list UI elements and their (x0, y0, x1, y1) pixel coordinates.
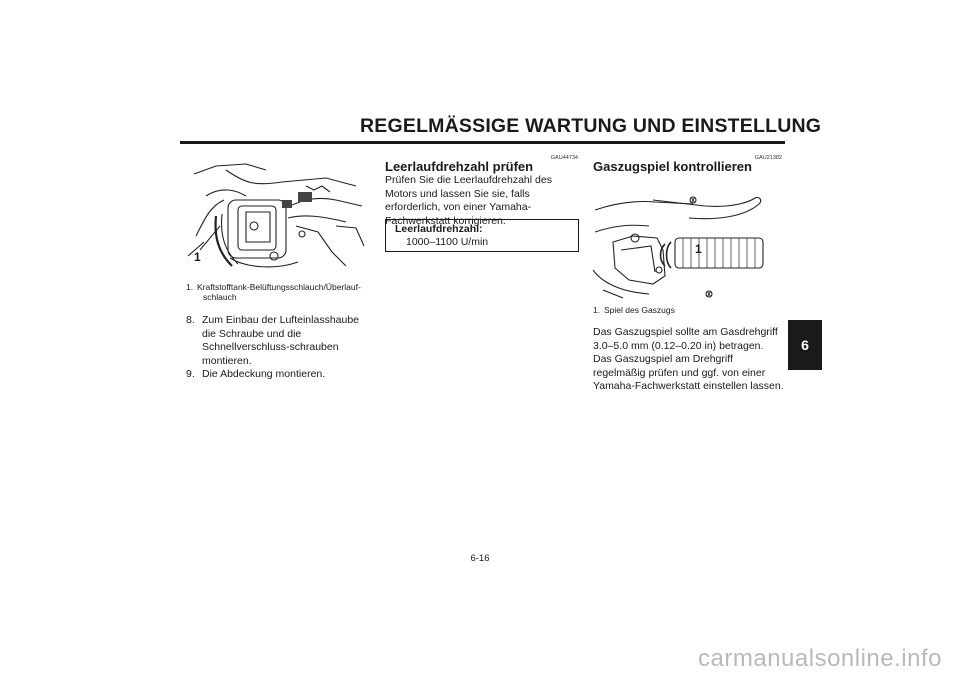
section-code: GAU44734 (550, 155, 578, 161)
section-paragraph: Prüfen Sie die Leerlaufdrehzahl des Motors und lassen Sie sie, falls erforderlich, von einer Yamaha-Fachwerkstatt korrigieren. (385, 174, 552, 227)
spec-label: Leerlaufdrehzahl: (395, 223, 483, 235)
step-number: 9. (186, 368, 195, 380)
page-number: 6-16 (470, 553, 490, 564)
section-heading: Leerlaufdrehzahl prüfen (385, 159, 534, 174)
section-code: GAU21382 (754, 155, 782, 161)
chapter-tab (788, 320, 822, 370)
caption-text: Spiel des Gaszugs (604, 305, 675, 315)
step-number: 8. (186, 314, 195, 326)
figure-callout: 1 (695, 242, 702, 256)
idle-speed-spec-box (385, 219, 579, 252)
caption-number: 1. (593, 305, 601, 315)
step-item (186, 314, 371, 368)
figure-caption (186, 282, 376, 302)
section-paragraph: Das Gaszugspiel sollte am Gasdrehgriff 3.0–5.0 mm (0.12–0.20 in) betragen. Das Gaszugspiel am Drehgriff regelmäßig prüfen und ggf. von einer Yamaha-Fachwerkstatt einstellen lassen. (593, 326, 784, 392)
fuel-tank-hose-illustration (186, 156, 372, 276)
step-item (186, 368, 371, 382)
step-text: Zum Einbau der Lufteinlasshaube die Schraube und die Schnellverschluss-schrauben montieren. (202, 314, 360, 367)
caption-text-continued: schlauch (203, 292, 237, 302)
throttle-grip-illustration (593, 180, 783, 302)
section-heading: Gaszugspiel kontrollieren (593, 159, 752, 174)
throttle-grip-figure (593, 180, 783, 302)
caption-text: Kraftstofftank-Belüftungsschlauch/Überlauf- (197, 282, 361, 292)
chapter-tab-number: 6 (801, 337, 809, 353)
figure-callout: 1 (194, 250, 201, 264)
installation-steps (186, 314, 371, 382)
step-text: Die Abdeckung montieren. (202, 368, 326, 380)
fuel-tank-hose-figure (186, 156, 372, 276)
header-rule (180, 141, 785, 144)
page-title: REGELMÄSSIGE WARTUNG UND EINSTELLUNG (360, 115, 822, 137)
caption-number: 1. (186, 282, 194, 292)
spec-value: 1000–1100 U/min (406, 235, 489, 248)
watermark: carmanualsonline.info (698, 645, 942, 672)
figure-caption (593, 305, 783, 315)
